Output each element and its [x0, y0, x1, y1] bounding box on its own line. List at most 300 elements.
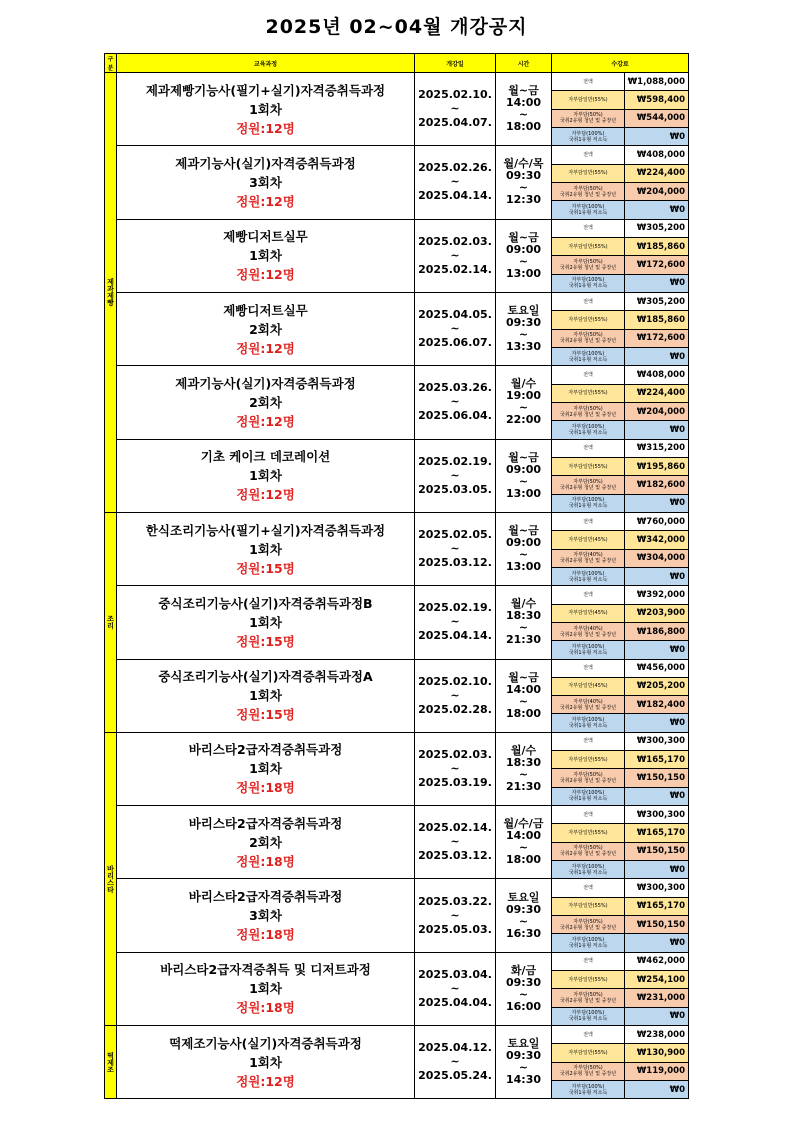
time-separator: ~	[518, 914, 529, 928]
course-name: 한식조리기능사(필기+실기)자격증취득과정	[145, 522, 386, 538]
fee-type: 자부담(50%) 국취2유형 청년 및 중장년	[552, 769, 625, 787]
time-separator: ~	[518, 621, 529, 635]
course-capacity: 정원:12명	[236, 120, 295, 136]
fee-amount: ₩185,860	[625, 311, 689, 329]
fee-amount: ₩456,000	[625, 659, 689, 677]
time-separator: ~	[518, 694, 529, 708]
fee-amount: ₩195,860	[625, 457, 689, 475]
start-date: 2025.04.12.	[418, 1041, 492, 1055]
course-cell	[117, 73, 415, 146]
course-cell	[117, 586, 415, 659]
fee-amount: ₩462,000	[625, 952, 689, 970]
fee-type: 전액	[552, 1026, 625, 1044]
time-separator: ~	[518, 987, 529, 1001]
fee-type: 자부담(100%) 국취1유형 저소득	[552, 714, 625, 732]
time-cell	[496, 512, 552, 585]
course-cell	[117, 659, 415, 732]
class-days: 월/수	[510, 743, 537, 757]
course-capacity: 정원:18명	[236, 853, 295, 869]
course-capacity: 정원:15명	[236, 560, 295, 576]
course-capacity: 정원:12명	[236, 487, 295, 503]
course-name: 제빵디저트실무	[223, 302, 308, 318]
fee-amount: ₩408,000	[625, 366, 689, 384]
fee-type: 자부담일반(55%)	[552, 457, 625, 475]
time-end: 16:00	[505, 999, 541, 1013]
end-date: 2025.06.04.	[418, 409, 492, 423]
time-separator: ~	[518, 254, 529, 268]
course-cell	[117, 1026, 415, 1099]
class-days: 월~금	[508, 524, 539, 538]
fee-amount: ₩150,150	[625, 769, 689, 787]
fee-amount: ₩238,000	[625, 1026, 689, 1044]
fee-type: 자부담(100%) 국취1유형 저소득	[552, 421, 625, 439]
fee-type: 자부담일반(55%)	[552, 91, 625, 109]
class-days: 화/금	[510, 963, 537, 977]
time-end: 18:00	[505, 853, 541, 867]
time-start: 19:00	[505, 389, 541, 403]
fee-amount: ₩165,170	[625, 897, 689, 915]
fee-amount: ₩254,100	[625, 971, 689, 989]
fee-amount: ₩305,200	[625, 292, 689, 310]
date-separator: ~	[450, 102, 460, 116]
fee-amount: ₩204,000	[625, 402, 689, 420]
fee-type: 자부담(50%) 국취2유형 청년 및 중장년	[552, 1062, 625, 1080]
category-cell	[105, 732, 117, 1025]
fee-amount: ₩119,000	[625, 1062, 689, 1080]
class-days: 월/수	[510, 597, 537, 611]
fee-type: 자부담(100%) 국취1유형 저소득	[552, 934, 625, 952]
time-start: 18:30	[505, 755, 541, 769]
course-name: 제과기능사(실기)자격증취득과정	[175, 375, 356, 391]
fee-type: 자부담일반(55%)	[552, 824, 625, 842]
fee-amount: ₩130,900	[625, 1044, 689, 1062]
date-separator: ~	[450, 981, 460, 995]
fee-amount: ₩0	[625, 1081, 689, 1099]
fee-amount: ₩305,200	[625, 219, 689, 237]
category-cell	[105, 73, 117, 513]
course-name: 기초 케이크 데코레이션	[200, 449, 331, 465]
time-cell	[496, 292, 552, 365]
fee-type: 자부담일반(55%)	[552, 751, 625, 769]
fee-type: 전액	[552, 512, 625, 530]
time-separator: ~	[518, 108, 529, 122]
start-date: 2025.02.03.	[418, 747, 492, 761]
course-capacity: 정원:15명	[236, 633, 295, 649]
fee-amount: ₩204,000	[625, 182, 689, 200]
end-date: 2025.04.14.	[418, 189, 492, 203]
fee-type: 자부담(50%) 국취2유형 청년 및 중장년	[552, 256, 625, 274]
fee-type: 자부담(50%) 국취2유형 청년 및 중장년	[552, 329, 625, 347]
fee-type: 전액	[552, 219, 625, 237]
time-cell	[496, 879, 552, 952]
fee-amount: ₩172,600	[625, 256, 689, 274]
fee-amount: ₩300,300	[625, 806, 689, 824]
fee-type: 전액	[552, 952, 625, 970]
time-separator: ~	[518, 1061, 529, 1075]
fee-amount: ₩0	[625, 274, 689, 292]
date-separator: ~	[450, 835, 460, 849]
fee-type: 자부담(40%) 국취2유형 청년 및 중장년	[552, 622, 625, 640]
fee-type: 자부담(100%) 국취1유형 저소득	[552, 1007, 625, 1025]
date-separator: ~	[450, 688, 460, 702]
fee-amount: ₩392,000	[625, 586, 689, 604]
class-days: 토요일	[507, 890, 540, 904]
header-period: 개강일	[415, 54, 496, 73]
table-row	[105, 586, 689, 604]
fee-type: 자부담일반(55%)	[552, 164, 625, 182]
time-cell	[496, 732, 552, 805]
fee-amount: ₩300,300	[625, 879, 689, 897]
time-cell	[496, 586, 552, 659]
fee-type: 자부담일반(45%)	[552, 531, 625, 549]
course-round: 2회차	[249, 394, 282, 410]
fee-amount: ₩0	[625, 1007, 689, 1025]
time-end: 13:00	[505, 486, 541, 500]
table-row	[105, 439, 689, 457]
class-days: 토요일	[507, 304, 540, 318]
fee-type: 전액	[552, 732, 625, 750]
time-start: 09:30	[505, 975, 541, 989]
period-cell	[415, 659, 496, 732]
time-end: 14:30	[505, 1073, 541, 1087]
table-row	[105, 1026, 689, 1044]
date-separator: ~	[450, 615, 460, 629]
course-cell	[117, 439, 415, 512]
time-separator: ~	[518, 328, 529, 342]
time-start: 09:30	[505, 902, 541, 916]
course-cell	[117, 512, 415, 585]
time-cell	[496, 146, 552, 219]
table-header-row	[105, 54, 689, 73]
end-date: 2025.03.05.	[418, 482, 492, 496]
fee-type: 전액	[552, 292, 625, 310]
fee-amount: ₩598,400	[625, 91, 689, 109]
fee-amount: ₩165,170	[625, 824, 689, 842]
end-date: 2025.02.14.	[418, 262, 492, 276]
date-separator: ~	[450, 322, 460, 336]
header-fee: 수강료	[552, 54, 689, 73]
table-row	[105, 806, 689, 824]
fee-type: 자부담(50%) 국취2유형 청년 및 중장년	[552, 842, 625, 860]
date-separator: ~	[450, 175, 460, 189]
table-row	[105, 879, 689, 897]
fee-amount: ₩0	[625, 494, 689, 512]
period-cell	[415, 512, 496, 585]
fee-type: 전액	[552, 879, 625, 897]
date-separator: ~	[450, 248, 460, 262]
period-cell	[415, 219, 496, 292]
time-start: 09:00	[505, 536, 541, 550]
time-end: 18:00	[505, 706, 541, 720]
start-date: 2025.02.19.	[418, 601, 492, 615]
fee-amount: ₩0	[625, 201, 689, 219]
end-date: 2025.06.07.	[418, 336, 492, 350]
fee-type: 전액	[552, 146, 625, 164]
course-cell	[117, 952, 415, 1025]
start-date: 2025.02.05.	[418, 528, 492, 542]
course-name: 바리스타2급자격증취득과정	[188, 815, 343, 831]
time-start: 14:00	[505, 682, 541, 696]
course-round: 1회차	[249, 761, 282, 777]
time-cell	[496, 73, 552, 146]
fee-amount: ₩342,000	[625, 531, 689, 549]
course-capacity: 정원:12명	[236, 267, 295, 283]
category-label: 조리	[106, 615, 115, 630]
period-cell	[415, 146, 496, 219]
time-cell	[496, 439, 552, 512]
time-start: 14:00	[505, 96, 541, 110]
end-date: 2025.03.12.	[418, 556, 492, 570]
fee-type: 자부담(100%) 국취1유형 저소득	[552, 494, 625, 512]
course-name: 떡제조기능사(실기)자격증취득과정	[169, 1035, 362, 1051]
fee-amount: ₩0	[625, 127, 689, 145]
fee-type: 자부담(100%) 국취1유형 저소득	[552, 347, 625, 365]
time-cell	[496, 806, 552, 879]
fee-type: 자부담(100%) 국취1유형 저소득	[552, 641, 625, 659]
time-end: 22:00	[505, 413, 541, 427]
start-date: 2025.04.05.	[418, 308, 492, 322]
course-capacity: 정원:18명	[236, 927, 295, 943]
course-round: 2회차	[249, 834, 282, 850]
fee-amount: ₩1,088,000	[625, 73, 689, 91]
time-separator: ~	[518, 548, 529, 562]
time-start: 18:30	[505, 609, 541, 623]
header-time: 시간	[496, 54, 552, 73]
course-cell	[117, 366, 415, 439]
time-separator: ~	[518, 767, 529, 781]
time-cell	[496, 219, 552, 292]
course-round: 1회차	[249, 688, 282, 704]
period-cell	[415, 952, 496, 1025]
category-label: 떡제조	[106, 1051, 115, 1073]
fee-type: 자부담일반(55%)	[552, 237, 625, 255]
table-row	[105, 659, 689, 677]
fee-amount: ₩224,400	[625, 164, 689, 182]
fee-type: 자부담(100%) 국취1유형 저소득	[552, 787, 625, 805]
fee-type: 전액	[552, 73, 625, 91]
time-separator: ~	[518, 401, 529, 415]
fee-type: 자부담(100%) 국취1유형 저소득	[552, 201, 625, 219]
course-name: 중식조리기능사(실기)자격증취득과정A	[158, 669, 373, 685]
table-row	[105, 512, 689, 530]
time-end: 13:00	[505, 560, 541, 574]
schedule-table	[104, 53, 689, 1099]
start-date: 2025.02.03.	[418, 234, 492, 248]
time-cell	[496, 952, 552, 1025]
fee-type: 자부담일반(55%)	[552, 384, 625, 402]
fee-type: 자부담(50%) 국취2유형 청년 및 중장년	[552, 109, 625, 127]
class-days: 월/수/금	[503, 817, 544, 831]
end-date: 2025.02.28.	[418, 702, 492, 716]
course-cell	[117, 219, 415, 292]
course-name: 바리스타2급자격증취득 및 디저트과정	[160, 962, 371, 978]
period-cell	[415, 1026, 496, 1099]
course-round: 1회차	[249, 981, 282, 997]
fee-amount: ₩0	[625, 787, 689, 805]
fee-type: 전액	[552, 439, 625, 457]
course-round: 1회차	[249, 541, 282, 557]
end-date: 2025.05.03.	[418, 922, 492, 936]
fee-amount: ₩0	[625, 714, 689, 732]
fee-type: 자부담(100%) 국취1유형 저소득	[552, 127, 625, 145]
class-days: 월/수	[510, 377, 537, 391]
start-date: 2025.02.10.	[418, 88, 492, 102]
time-end: 13:00	[505, 266, 541, 280]
period-cell	[415, 292, 496, 365]
category-cell	[105, 1026, 117, 1099]
course-round: 2회차	[249, 321, 282, 337]
period-cell	[415, 366, 496, 439]
course-round: 1회차	[249, 101, 282, 117]
fee-type: 자부담(100%) 국취1유형 저소득	[552, 274, 625, 292]
header-category: 구분	[105, 54, 117, 73]
start-date: 2025.02.14.	[418, 821, 492, 835]
period-cell	[415, 439, 496, 512]
class-days: 월/수/목	[503, 157, 544, 171]
fee-amount: ₩0	[625, 347, 689, 365]
end-date: 2025.04.07.	[418, 116, 492, 130]
category-label: 바리스타	[106, 864, 115, 893]
course-round: 1회차	[249, 614, 282, 630]
fee-type: 자부담(40%) 국취2유형 청년 및 중장년	[552, 696, 625, 714]
date-separator: ~	[450, 395, 460, 409]
fee-amount: ₩165,170	[625, 751, 689, 769]
date-separator: ~	[450, 908, 460, 922]
fee-amount: ₩408,000	[625, 146, 689, 164]
fee-amount: ₩185,860	[625, 237, 689, 255]
fee-type: 자부담(50%) 국취2유형 청년 및 중장년	[552, 402, 625, 420]
time-start: 09:00	[505, 462, 541, 476]
course-capacity: 정원:12명	[236, 340, 295, 356]
course-cell	[117, 806, 415, 879]
time-start: 14:00	[505, 829, 541, 843]
fee-type: 자부담(50%) 국취2유형 청년 및 중장년	[552, 182, 625, 200]
time-separator: ~	[518, 181, 529, 195]
fee-type: 자부담(100%) 국취1유형 저소득	[552, 567, 625, 585]
time-start: 09:30	[505, 316, 541, 330]
fee-type: 자부담(50%) 국취2유형 청년 및 중장년	[552, 476, 625, 494]
category-cell	[105, 512, 117, 732]
fee-amount: ₩0	[625, 861, 689, 879]
course-round: 3회차	[249, 174, 282, 190]
course-round: 1회차	[249, 1054, 282, 1070]
fee-amount: ₩304,000	[625, 549, 689, 567]
fee-amount: ₩150,150	[625, 842, 689, 860]
course-capacity: 정원:12명	[236, 413, 295, 429]
period-cell	[415, 586, 496, 659]
table-row	[105, 292, 689, 310]
time-end: 13:30	[505, 340, 541, 354]
time-separator: ~	[518, 841, 529, 855]
fee-type: 자부담(100%) 국취1유형 저소득	[552, 1081, 625, 1099]
fee-type: 자부담(50%) 국취2유형 청년 및 중장년	[552, 989, 625, 1007]
fee-amount: ₩203,900	[625, 604, 689, 622]
fee-amount: ₩182,600	[625, 476, 689, 494]
fee-amount: ₩224,400	[625, 384, 689, 402]
course-cell	[117, 292, 415, 365]
fee-amount: ₩0	[625, 641, 689, 659]
course-capacity: 정원:12명	[236, 193, 295, 209]
start-date: 2025.03.04.	[418, 967, 492, 981]
class-days: 월~금	[508, 670, 539, 684]
course-round: 1회차	[249, 468, 282, 484]
fee-amount: ₩182,400	[625, 696, 689, 714]
fee-amount: ₩172,600	[625, 329, 689, 347]
fee-type: 자부담일반(55%)	[552, 897, 625, 915]
time-end: 18:00	[505, 120, 541, 134]
course-capacity: 정원:18명	[236, 1000, 295, 1016]
time-end: 21:30	[505, 779, 541, 793]
course-round: 1회차	[249, 248, 282, 264]
category-label: 제과제빵	[106, 278, 115, 307]
course-round: 3회차	[249, 908, 282, 924]
table-row	[105, 146, 689, 164]
table-row	[105, 219, 689, 237]
fee-type: 자부담(50%) 국취2유형 청년 및 중장년	[552, 916, 625, 934]
fee-type: 자부담일반(55%)	[552, 971, 625, 989]
time-cell	[496, 1026, 552, 1099]
course-cell	[117, 732, 415, 805]
end-date: 2025.05.24.	[418, 1069, 492, 1083]
period-cell	[415, 732, 496, 805]
table-row	[105, 732, 689, 750]
fee-amount: ₩231,000	[625, 989, 689, 1007]
end-date: 2025.04.14.	[418, 629, 492, 643]
date-separator: ~	[450, 468, 460, 482]
class-days: 월~금	[508, 230, 539, 244]
time-cell	[496, 659, 552, 732]
fee-type: 전액	[552, 366, 625, 384]
start-date: 2025.02.10.	[418, 674, 492, 688]
fee-type: 자부담(100%) 국취1유형 저소득	[552, 861, 625, 879]
start-date: 2025.03.22.	[418, 894, 492, 908]
class-days: 월~금	[508, 84, 539, 98]
time-start: 09:30	[505, 1049, 541, 1063]
start-date: 2025.02.19.	[418, 454, 492, 468]
date-separator: ~	[450, 542, 460, 556]
fee-type: 자부담일반(55%)	[552, 1044, 625, 1062]
period-cell	[415, 879, 496, 952]
fee-amount: ₩186,800	[625, 622, 689, 640]
fee-type: 자부담(40%) 국취2유형 청년 및 중장년	[552, 549, 625, 567]
table-row	[105, 366, 689, 384]
start-date: 2025.02.26.	[418, 161, 492, 175]
course-name: 중식조리기능사(실기)자격증취득과정B	[158, 595, 373, 611]
course-capacity: 정원:12명	[236, 1073, 295, 1089]
course-name: 바리스타2급자격증취득과정	[188, 742, 343, 758]
time-end: 12:30	[505, 193, 541, 207]
fee-type: 전액	[552, 586, 625, 604]
fee-amount: ₩0	[625, 567, 689, 585]
fee-type: 전액	[552, 659, 625, 677]
course-cell	[117, 879, 415, 952]
page-title: 2025년 02~04월 개강공지	[265, 16, 528, 38]
time-end: 16:30	[505, 926, 541, 940]
course-name: 제과제빵기능사(필기+실기)자격증취득과정	[145, 82, 386, 98]
fee-amount: ₩300,300	[625, 732, 689, 750]
period-cell	[415, 73, 496, 146]
fee-type: 자부담일반(45%)	[552, 677, 625, 695]
course-name: 제빵디저트실무	[223, 229, 308, 245]
time-start: 09:00	[505, 242, 541, 256]
course-name: 제과기능사(실기)자격증취득과정	[175, 155, 356, 171]
time-cell	[496, 366, 552, 439]
time-start: 09:30	[505, 169, 541, 183]
fee-amount: ₩0	[625, 421, 689, 439]
fee-amount: ₩760,000	[625, 512, 689, 530]
fee-amount: ₩150,150	[625, 916, 689, 934]
header-course: 교육과정	[117, 54, 415, 73]
